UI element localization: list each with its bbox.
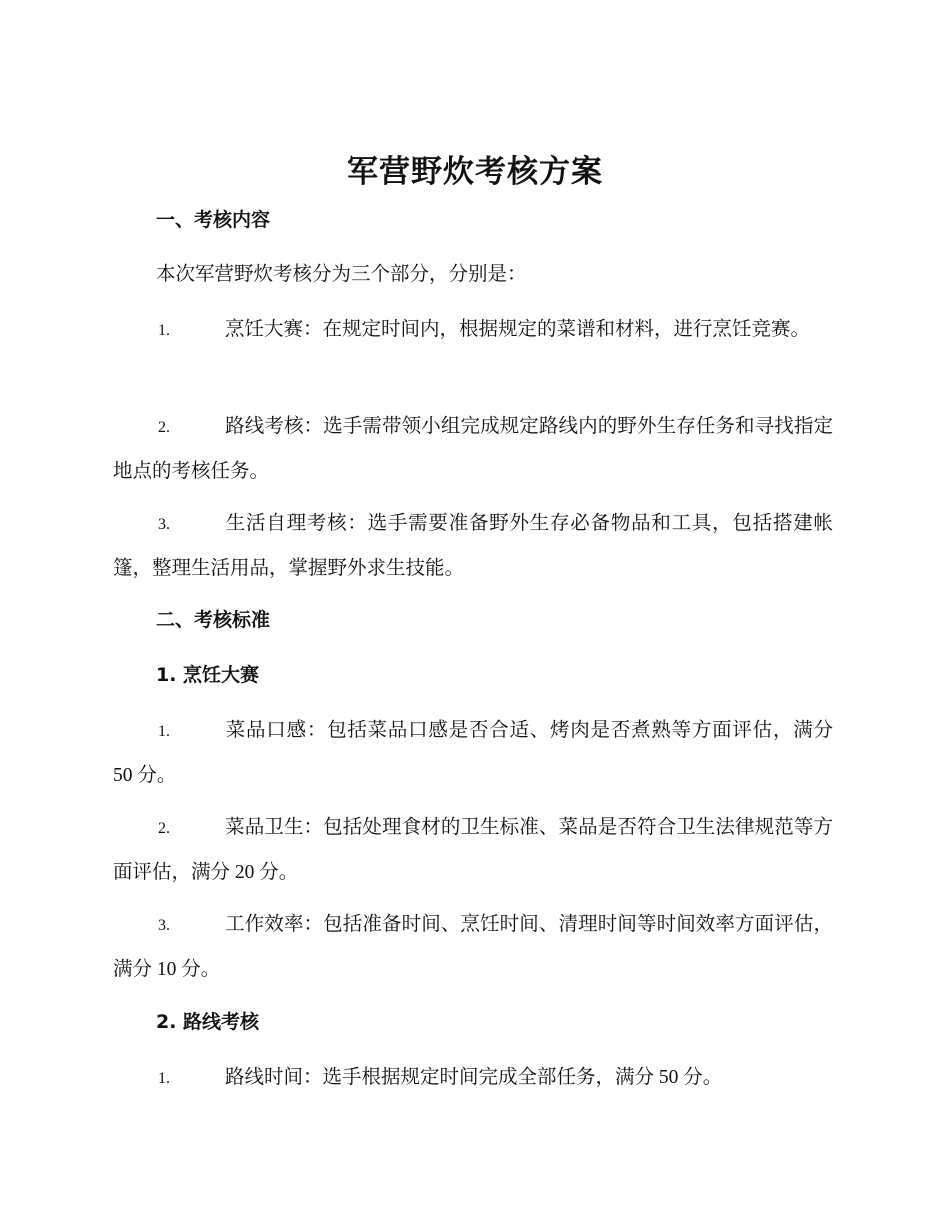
list-item (113, 405, 833, 494)
list-item-number: 1. (158, 322, 170, 339)
list-item (113, 806, 833, 895)
list-item (113, 903, 833, 992)
subsection-heading-cooking: 1. 烹饪大赛 (156, 664, 260, 686)
list-item-number: 3. (158, 917, 170, 934)
intro-paragraph (113, 253, 833, 297)
list-item-text: 菜品卫生：包括处理食材的卫生标准、菜品是否符合卫生法律规范等方面评估，满分 20 分。 (113, 817, 833, 883)
list-item-text: 工作效率：包括准备时间、烹饪时间、清理时间等时间效率方面评估，满分 10 分。 (113, 914, 833, 980)
list-item (113, 308, 833, 353)
list-item-text: 路线考核：选手需带领小组完成规定路线内的野外生存任务和寻找指定地点的考核任务。 (113, 416, 833, 482)
list-item-number: 1. (158, 1070, 170, 1087)
list-item-number: 1. (158, 723, 170, 740)
list-item (113, 709, 833, 798)
section-heading-standards: 二、考核标准 (156, 609, 271, 631)
section-heading-content: 一、考核内容 (156, 209, 271, 231)
subsection-heading-route: 2. 路线考核 (156, 1011, 260, 1033)
list-item-number: 2. (158, 820, 170, 837)
document-title: 军营野炊考核方案 (347, 154, 603, 190)
list-item-text: 菜品口感：包括菜品口感是否合适、烤肉是否煮熟等方面评估，满分 50 分。 (113, 720, 833, 786)
intro-text: 本次军营野炊考核分为三个部分，分别是： (156, 264, 527, 285)
list-item (113, 502, 833, 591)
list-item-number: 2. (158, 419, 170, 436)
list-item (113, 1056, 833, 1101)
list-item-text: 烹饪大赛：在规定时间内，根据规定的菜谱和材料，进行烹饪竞赛。 (225, 319, 811, 340)
list-item-text: 路线时间：选手根据规定时间完成全部任务，满分 50 分。 (225, 1067, 723, 1088)
list-item-number: 3. (158, 516, 170, 533)
list-item-text: 生活自理考核：选手需要准备野外生存必备物品和工具，包括搭建帐篷，整理生活用品，掌握野外求生技能。 (113, 513, 833, 579)
